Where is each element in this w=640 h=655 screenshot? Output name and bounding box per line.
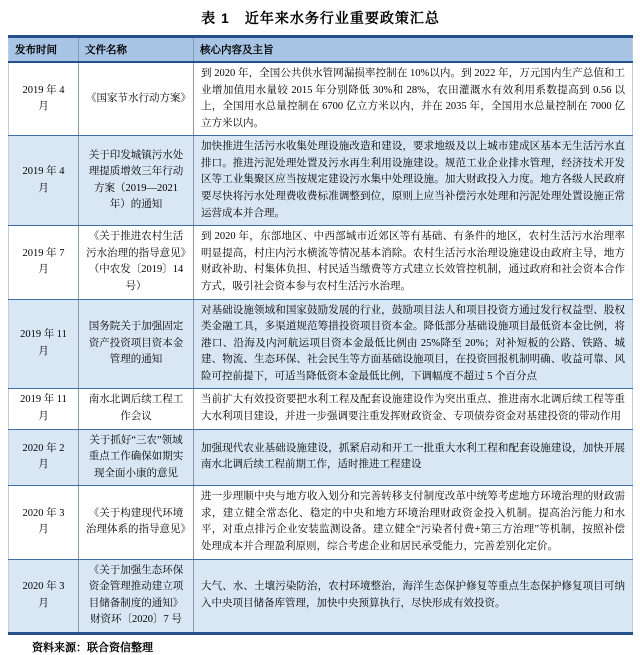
- cell-publish-date: 2019 年 7 月: [9, 226, 79, 299]
- cell-document-name: 《关于加强生态环保资金管理推动建立项目储备制度的通知》财资环〔2020〕7 号: [79, 559, 194, 633]
- cell-document-name: 《关于构建现代环境治理体系的指导意见》: [79, 486, 194, 559]
- cell-publish-date: 2019 年 4 月: [9, 62, 79, 136]
- table-row: [9, 226, 633, 299]
- cell-publish-date: 2020 年 3 月: [9, 559, 79, 633]
- cell-publish-date: 2019 年 11 月: [9, 389, 79, 429]
- cell-document-name: 《关于推进农村生活污水治理的指导意见》（中农发〔2019〕14 号）: [79, 226, 194, 299]
- cell-core-content: 到 2020 年，全国公共供水管网漏损率控制在 10%以内。到 2022 年，万元国内生产总值和工业增加值用水量较 2015 年分别降低 30%和 28%，农田灌溉水有效利用系数提高到 0.56 以上，全国用水总量控制在 6700 亿立方米以内，并在 2035 年，全国用水总量控制在 7000 亿立方米以内。: [194, 62, 633, 136]
- cell-core-content: 大气、水、土壤污染防治，农村环境整治，海洋生态保护修复等重点生态保护修复项目可纳入中央项目储备库管理，加快中央预算执行，尽快形成有效投资。: [194, 559, 633, 633]
- cell-publish-date: 2020 年 2 月: [9, 429, 79, 486]
- table-row: [9, 389, 633, 429]
- column-header-content: 核心内容及主旨: [194, 37, 633, 63]
- cell-document-name: 《国家节水行动方案》: [79, 62, 194, 136]
- cell-document-name: 关于抓好“三农”领域重点工作确保如期实现全面小康的意见: [79, 429, 194, 486]
- table-row: [9, 429, 633, 486]
- cell-document-name: 关于印发城镇污水处理提质增效三年行动方案（2019—2021 年）的通知: [79, 136, 194, 226]
- cell-core-content: 当前扩大有效投资要把水利工程及配套设施建设作为突出重点、推进南水北调后续工程等重大水利项目建设，并进一步强调要注重发挥财政资金、专项债券资金对基建投资的带动作用: [194, 389, 633, 429]
- cell-publish-date: 2019 年 4 月: [9, 136, 79, 226]
- cell-core-content: 对基础设施领域和国家鼓励发展的行业，鼓励项目法人和项目投资方通过发行权益型、股权类金融工具，多渠道规范筹措投资项目资本金。降低部分基础设施项目最低资本金比例，将港口、沿海及内河航运项目资本金最低比例由 25%降至 20%；对补短板的公路、铁路、城建、物流、生态环保、社会民生等方面基础设施项目，在投资回报机制明确、收益可靠、风险可控前提下，可适当降低资本金最低比例，下调幅度不超过 5 个百分点: [194, 299, 633, 389]
- cell-publish-date: 2020 年 3 月: [9, 486, 79, 559]
- cell-core-content: 加快推进生活污水收集处理设施改造和建设，要求地级及以上城市建成区基本无生活污水直排口。推进污泥处理处置及污水再生利用设施建设。规范工业企业排水管理，经济技术开发区等工业集聚区应当按规定建设污水集中处理设施。加大财政投入力度。地方各级人民政府要尽快将污水处理费收费标准调整到位，原则上应当补偿污水处理和污泥处理处置设施正常运营成本并合理。: [194, 136, 633, 226]
- table-row: [9, 486, 633, 559]
- table-row: [9, 136, 633, 226]
- cell-core-content: 进一步理顺中央与地方收入划分和完善转移支付制度改革中统筹考虑地方环境治理的财政需求，建立健全常态化、稳定的中央和地方环境治理财政资金投入机制。提高治污能力和水平，对重点排污企业安装监测设备。建立健全“污染者付费+第三方治理”等机制，按照补偿处理成本并合理盈利原则，综合考虑企业和居民承受能力，完善差别化定价。: [194, 486, 633, 559]
- column-header-date: 发布时间: [9, 37, 79, 63]
- table-row: [9, 299, 633, 389]
- cell-core-content: 加强现代农业基础设施建设，抓紧启动和开工一批重大水利工程和配套设施建设，加快开展南水北调后续工程前期工作，适时推进工程建设: [194, 429, 633, 486]
- column-header-name: 文件名称: [79, 37, 194, 63]
- table-title: 表 1 近年来水务行业重要政策汇总: [201, 10, 440, 26]
- table-header: [9, 37, 633, 63]
- table-body: [9, 62, 633, 633]
- cell-document-name: 国务院关于加强固定资产投资项目资本金管理的通知: [79, 299, 194, 389]
- cell-document-name: 南水北调后续工程工作会议: [79, 389, 194, 429]
- cell-core-content: 到 2020 年，东部地区、中西部城市近郊区等有基础、有条件的地区，农村生活污水治理率明显提高，村庄内污水横流等情况基本消除。农村生活污水治理设施建设由政府主导，地方财政补助、村集体负担、村民适当缴费等方式建立长效管控机制，通过政府和社会资本合作方式，吸引社会资本参与农村生活污水治理。: [194, 226, 633, 299]
- table-row: [9, 62, 633, 136]
- policy-table: [8, 35, 633, 635]
- source-note: 资料来源：联合资信整理: [32, 641, 153, 654]
- cell-publish-date: 2019 年 11 月: [9, 299, 79, 389]
- table-row: [9, 559, 633, 633]
